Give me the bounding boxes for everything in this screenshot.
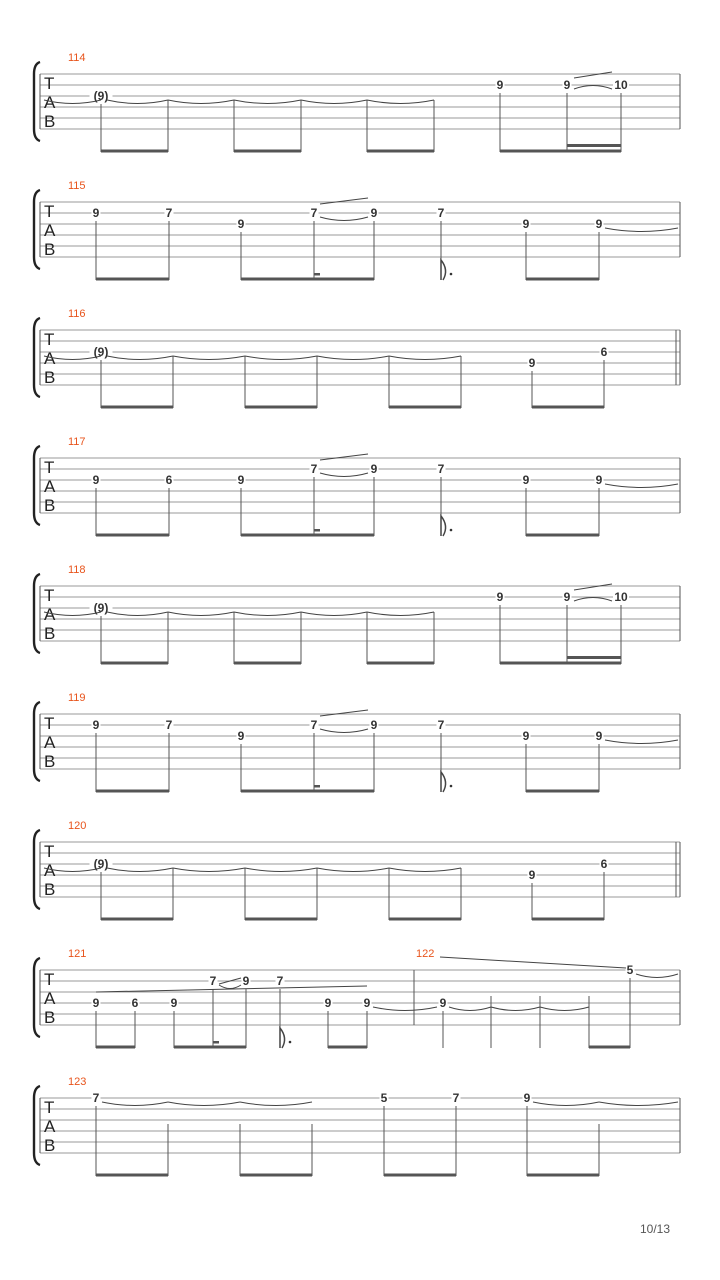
fret-number: 7	[276, 974, 284, 988]
tab-clef-letter: B	[44, 112, 56, 131]
tie-arc	[301, 100, 367, 104]
fret-number: (9)	[93, 89, 109, 103]
tab-clef-letter: T	[44, 1098, 55, 1117]
measure-number: 117	[68, 436, 86, 448]
fret-number: 6	[600, 857, 608, 871]
tab-clef-letter: T	[44, 970, 55, 989]
fret-number: 5	[626, 963, 634, 977]
fret-number: 9	[439, 996, 447, 1010]
fret-number: 7	[310, 462, 318, 476]
beam	[101, 406, 173, 409]
tab-clef-letter: A	[44, 93, 56, 112]
partial-beam	[314, 273, 320, 276]
fret-number: 9	[237, 729, 245, 743]
fret-number: 9	[496, 78, 504, 92]
fret-number: 7	[165, 718, 173, 732]
tab-system-123	[34, 1076, 680, 1177]
fret-number: 9	[324, 996, 332, 1010]
beam	[367, 150, 434, 153]
beam	[526, 790, 599, 793]
beam	[96, 534, 169, 537]
fret-number: 9	[528, 868, 536, 882]
fret-number: 9	[92, 718, 100, 732]
tab-clef-letter: T	[44, 586, 55, 605]
fret-number: (9)	[93, 857, 109, 871]
fret-number: 6	[600, 345, 608, 359]
tab-clef-letter: B	[44, 240, 56, 259]
tie-arc	[168, 1102, 240, 1106]
beam	[500, 662, 621, 665]
tab-clef-letter: A	[44, 349, 56, 368]
system-bracket	[34, 574, 40, 653]
tie-arc	[320, 729, 368, 733]
fret-number: 10	[614, 590, 628, 604]
system-bracket	[34, 702, 40, 781]
tie-arc	[540, 1007, 589, 1011]
fret-number: 7	[437, 718, 445, 732]
slide-line	[96, 986, 367, 992]
tab-clef-letter: A	[44, 605, 56, 624]
fret-number: 9	[522, 217, 530, 231]
fret-number: 7	[209, 974, 217, 988]
fret-number: 9	[496, 590, 504, 604]
fret-number: 9	[528, 356, 536, 370]
tab-clef-letter: A	[44, 733, 56, 752]
tab-system-118	[34, 564, 680, 665]
system-bracket	[34, 318, 40, 397]
beam	[389, 918, 461, 921]
measure-number: 123	[68, 1076, 87, 1088]
tie-arc	[240, 1102, 312, 1106]
beam	[174, 1046, 246, 1049]
tie-arc	[107, 868, 173, 872]
beam	[532, 918, 604, 921]
slide-line	[574, 72, 612, 78]
tie-arc	[533, 1102, 599, 1106]
tie-arc	[636, 974, 678, 978]
dot	[450, 529, 453, 532]
tie-arc	[107, 356, 173, 360]
eighth-flag	[280, 1028, 285, 1048]
tab-system-117	[34, 436, 680, 537]
beam	[589, 1046, 630, 1049]
measure-number: 116	[68, 308, 86, 320]
fret-number: 9	[595, 473, 603, 487]
partial-beam	[314, 529, 320, 532]
tie-arc	[173, 356, 245, 360]
tie-arc	[605, 484, 678, 488]
tab-clef-letter: T	[44, 74, 55, 93]
tie-arc	[373, 1007, 437, 1011]
eighth-flag	[441, 772, 446, 792]
partial-beam	[314, 785, 320, 788]
eighth-flag	[441, 260, 446, 280]
system-bracket	[34, 1086, 40, 1165]
tie-arc	[317, 868, 389, 872]
tie-arc	[107, 612, 168, 616]
tie-arc	[367, 612, 434, 616]
dot	[289, 1041, 292, 1044]
tie-arc	[574, 86, 612, 90]
slide-line	[320, 454, 368, 460]
fret-number: 9	[370, 462, 378, 476]
fret-number: 9	[522, 729, 530, 743]
fret-number: 9	[595, 217, 603, 231]
tab-clef-letter: B	[44, 368, 56, 387]
tab-clef-letter: B	[44, 1008, 56, 1027]
tie-arc	[168, 612, 234, 616]
fret-number: 7	[165, 206, 173, 220]
beam	[234, 662, 301, 665]
system-bracket	[34, 958, 40, 1037]
tab-clef-letter: B	[44, 1136, 56, 1155]
tab-system-115	[34, 180, 680, 281]
tab-clef-letter: T	[44, 714, 55, 733]
fret-number: 10	[614, 78, 628, 92]
slide-line	[440, 957, 626, 968]
tie-arc	[107, 100, 168, 104]
tie-arc	[605, 228, 678, 232]
beam	[101, 150, 168, 153]
fret-number: 6	[165, 473, 173, 487]
tab-clef-letter: A	[44, 861, 56, 880]
beam	[96, 278, 169, 281]
measure-number: 114	[68, 52, 86, 64]
tie-arc	[317, 356, 389, 360]
tab-clef-letter: T	[44, 330, 55, 349]
beam	[101, 918, 173, 921]
beam	[240, 1174, 312, 1177]
tab-system-120	[34, 820, 680, 921]
tie-arc	[301, 612, 367, 616]
tab-clef-letter: A	[44, 989, 56, 1008]
dot	[450, 785, 453, 788]
measure-number: 121	[68, 948, 87, 960]
tie-arc	[574, 598, 612, 602]
tie-arc	[245, 868, 317, 872]
beam	[96, 1174, 168, 1177]
fret-number: (9)	[93, 601, 109, 615]
tie-arc	[367, 100, 434, 104]
beam	[389, 406, 461, 409]
tie-arc	[389, 868, 461, 872]
fret-number: 9	[523, 1091, 531, 1105]
beam	[245, 918, 317, 921]
tab-system-119	[34, 692, 680, 793]
fret-number: 6	[131, 996, 139, 1010]
tie-arc	[320, 217, 368, 221]
tie-arc	[173, 868, 245, 872]
tab-clef-letter: B	[44, 880, 56, 899]
beam	[500, 150, 621, 153]
fret-number: 9	[363, 996, 371, 1010]
system-bracket	[34, 62, 40, 141]
tab-clef-letter: B	[44, 496, 56, 515]
beam	[101, 662, 168, 665]
tab-clef-letter: A	[44, 1117, 56, 1136]
tie-arc	[219, 985, 241, 989]
fret-number: 7	[437, 462, 445, 476]
tab-system-121-122	[34, 948, 680, 1049]
fret-number: 9	[92, 206, 100, 220]
beam	[241, 790, 374, 793]
beam	[567, 144, 621, 147]
fret-number: 9	[92, 996, 100, 1010]
fret-number: 7	[310, 206, 318, 220]
tie-arc	[234, 612, 301, 616]
fret-number: 5	[380, 1091, 388, 1105]
tab-system-116	[34, 308, 680, 409]
tab-clef-letter: A	[44, 477, 56, 496]
dot	[450, 273, 453, 276]
slide-line	[320, 198, 368, 204]
measure-number: 118	[68, 564, 86, 576]
beam	[241, 278, 374, 281]
tie-arc	[389, 356, 461, 360]
fret-number: 9	[563, 590, 571, 604]
fret-number: 9	[237, 217, 245, 231]
eighth-flag	[441, 516, 446, 536]
beam	[367, 662, 434, 665]
slide-line	[574, 584, 612, 590]
tab-clef-letter: T	[44, 202, 55, 221]
fret-number: 7	[437, 206, 445, 220]
beam	[234, 150, 301, 153]
fret-number: 9	[170, 996, 178, 1010]
tab-clef-letter: T	[44, 458, 55, 477]
tab-system-114	[34, 52, 680, 153]
fret-number: 9	[595, 729, 603, 743]
fret-number: (9)	[93, 345, 109, 359]
tie-arc	[449, 1007, 491, 1011]
fret-number: 9	[370, 206, 378, 220]
measure-number: 115	[68, 180, 86, 192]
tie-arc	[102, 1102, 168, 1106]
beam	[532, 406, 604, 409]
measure-number: 120	[68, 820, 87, 832]
tie-arc	[320, 473, 368, 477]
beam	[241, 534, 374, 537]
fret-number: 7	[310, 718, 318, 732]
tie-arc	[599, 1102, 678, 1106]
tie-arc	[168, 100, 234, 104]
beam	[526, 278, 599, 281]
system-bracket	[34, 830, 40, 909]
fret-number: 9	[92, 473, 100, 487]
beam	[96, 790, 169, 793]
fret-number: 9	[237, 473, 245, 487]
system-bracket	[34, 446, 40, 525]
beam	[526, 534, 599, 537]
tie-arc	[234, 100, 301, 104]
tie-arc	[491, 1007, 540, 1011]
partial-beam	[213, 1041, 219, 1044]
fret-number: 9	[370, 718, 378, 732]
tab-clef-letter: B	[44, 752, 56, 771]
beam	[96, 1046, 135, 1049]
tie-arc	[245, 356, 317, 360]
beam	[567, 656, 621, 659]
beam	[527, 1174, 599, 1177]
tie-arc	[605, 740, 678, 744]
tab-clef-letter: B	[44, 624, 56, 643]
slide-line	[320, 710, 368, 716]
measure-number: 122	[416, 948, 435, 960]
fret-number: 9	[563, 78, 571, 92]
system-bracket	[34, 190, 40, 269]
beam	[328, 1046, 367, 1049]
tab-clef-letter: A	[44, 221, 56, 240]
fret-number: 7	[92, 1091, 100, 1105]
fret-number: 9	[522, 473, 530, 487]
beam	[384, 1174, 456, 1177]
measure-number: 119	[68, 692, 86, 704]
tab-clef-letter: T	[44, 842, 55, 861]
fret-number: 9	[242, 974, 250, 988]
page-number: 10/13	[640, 1222, 671, 1236]
fret-number: 7	[452, 1091, 460, 1105]
beam	[245, 406, 317, 409]
